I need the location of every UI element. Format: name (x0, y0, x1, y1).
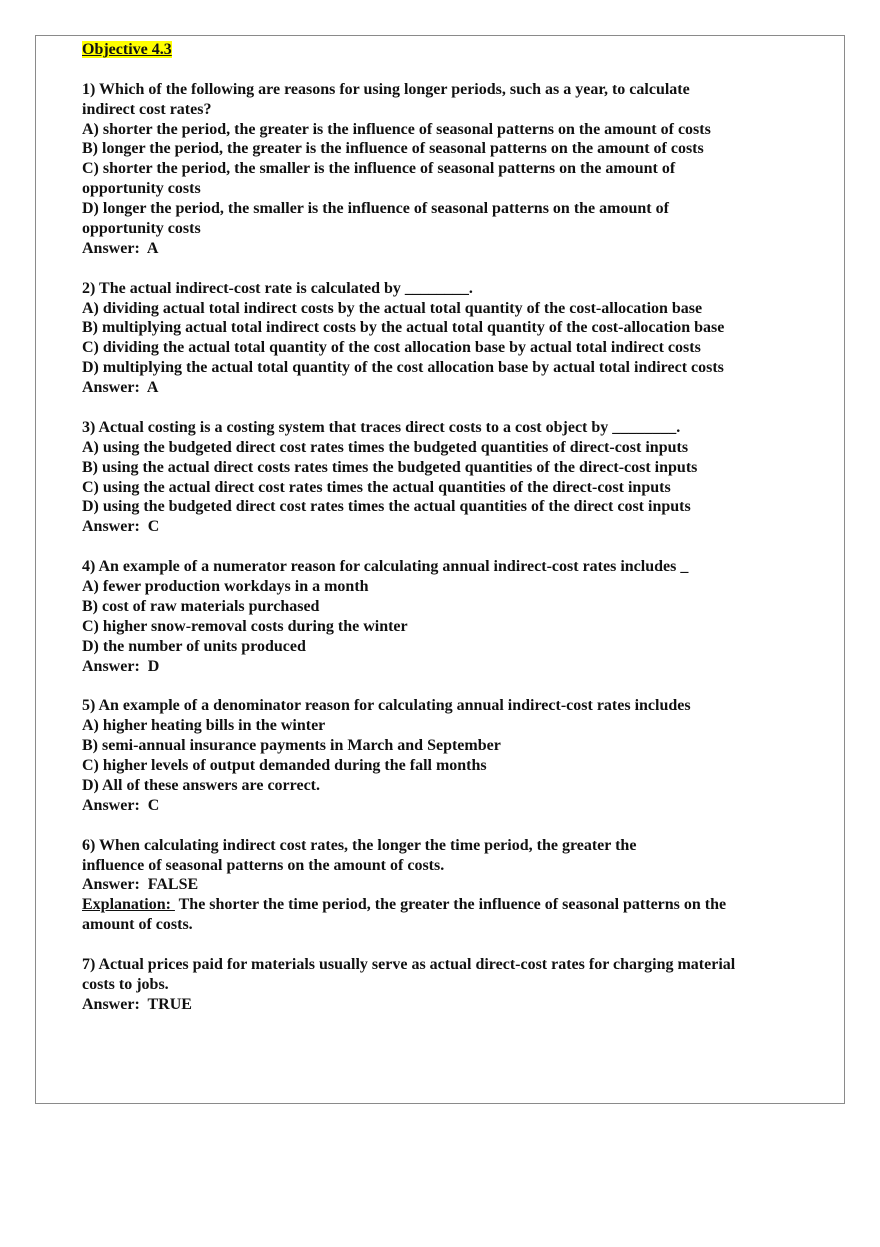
question-line: C) higher levels of output demanded during the fall months (82, 757, 487, 775)
question-line: D) the number of units produced (82, 637, 306, 655)
question-2 (82, 279, 735, 398)
question-7 (82, 955, 735, 1015)
question-line: B) multiplying actual total indirect costs by the actual total quantity of the cost-allocation base (82, 319, 725, 337)
answer-line: Answer: FALSE (82, 876, 199, 894)
question-line: C) higher snow-removal costs during the winter (82, 617, 408, 635)
question-line: A) fewer production workdays in a month (82, 578, 369, 596)
explanation-text: The shorter the time period, the greater the influence of seasonal patterns on the (174, 896, 727, 914)
question-line: opportunity costs (82, 220, 201, 238)
explanation-label: Explanation: (82, 896, 175, 914)
question-line: C) using the actual direct cost rates times the actual quantities of the direct-cost inputs (82, 478, 671, 496)
question-line: opportunity costs (82, 180, 201, 198)
question-line: B) using the actual direct costs rates times the budgeted quantities of the direct-cost inputs (82, 458, 698, 476)
question-line: influence of seasonal patterns on the amount of costs. (82, 856, 445, 874)
answer-line: Answer: TRUE (82, 995, 192, 1013)
question-line: B) semi-annual insurance payments in March and September (82, 737, 501, 755)
question-1 (82, 80, 735, 259)
document-content (82, 40, 735, 1015)
explanation-text: amount of costs. (82, 916, 193, 934)
question-line: D) longer the period, the smaller is the influence of seasonal patterns on the amount of (82, 200, 669, 218)
question-line: C) shorter the period, the smaller is the influence of seasonal patterns on the amount of (82, 160, 676, 178)
question-line: 1) Which of the following are reasons for using longer periods, such as a year, to calculate (82, 80, 690, 98)
question-line: 6) When calculating indirect cost rates, the longer the time period, the greater the (82, 836, 637, 854)
question-6 (82, 836, 735, 935)
answer-line: Answer: C (82, 796, 160, 814)
question-list (82, 80, 735, 1015)
explanation-line (82, 915, 735, 935)
question-line: C) dividing the actual total quantity of the cost allocation base by actual total indirect costs (82, 339, 701, 357)
question-line: 2) The actual indirect-cost rate is calculated by ________. (82, 279, 473, 297)
question-line: A) using the budgeted direct cost rates times the budgeted quantities of direct-cost inputs (82, 438, 689, 456)
question-line: 7) Actual prices paid for materials usually serve as actual direct-cost rates for charging material (82, 955, 736, 973)
question-line: 5) An example of a denominator reason for calculating annual indirect-cost rates includes (82, 697, 691, 715)
question-line: B) longer the period, the greater is the influence of seasonal patterns on the amount of costs (82, 140, 704, 158)
question-5 (82, 696, 735, 815)
objective-heading: Objective 4.3 (82, 41, 172, 58)
question-line: B) cost of raw materials purchased (82, 597, 320, 615)
question-line: 3) Actual costing is a costing system that traces direct costs to a cost object by ________. (82, 418, 681, 436)
question-line: A) dividing actual total indirect costs by the actual total quantity of the cost-allocation base (82, 299, 703, 317)
question-4 (82, 557, 735, 676)
question-line: D) All of these answers are correct. (82, 776, 320, 794)
answer-line: Answer: A (82, 379, 159, 397)
question-line: D) multiplying the actual total quantity of the cost allocation base by actual total indirect costs (82, 359, 724, 377)
explanation-line (82, 895, 735, 915)
question-line: indirect cost rates? (82, 100, 212, 118)
question-3 (82, 418, 735, 537)
question-line: D) using the budgeted direct cost rates times the actual quantities of the direct cost inputs (82, 498, 691, 516)
answer-line: Answer: A (82, 239, 159, 257)
question-line: 4) An example of a numerator reason for calculating annual indirect-cost rates includes _ (82, 558, 689, 576)
question-line: A) higher heating bills in the winter (82, 717, 326, 735)
answer-line: Answer: C (82, 518, 160, 536)
question-line: A) shorter the period, the greater is the influence of seasonal patterns on the amount of costs (82, 120, 711, 138)
question-line: costs to jobs. (82, 975, 169, 993)
answer-line: Answer: D (82, 657, 160, 675)
